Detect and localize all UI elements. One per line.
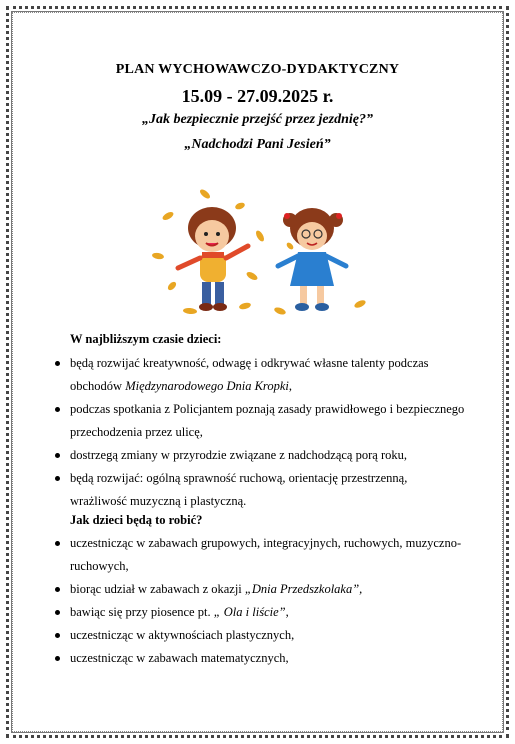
list-item: będą rozwijać kreatywność, odwagę i odkrywać własne talenty podczas obchodów Międzynarodowego Dnia Kropki, [55, 352, 465, 398]
list-item: dostrzegą zmiany w przyrodzie związane z nadchodzącą porą roku, [55, 444, 465, 467]
topic-road-safety: „Jak bezpiecznie przejść przez jezdnię?” [142, 112, 373, 127]
list-item: bawiąc się przy piosence pt. „ Ola i liście”, [55, 601, 465, 624]
list-item: uczestnicząc w aktywnościach plastycznych, [55, 624, 465, 647]
leaves-icon [152, 188, 367, 316]
autumn-children-illustration [150, 186, 380, 321]
section2-heading: Jak dzieci będą to robić? [70, 513, 203, 527]
list-item: będą rozwijać: ogólną sprawność ruchową, orientację przestrzenną, wrażliwość muzyczną i plastyczną. [55, 467, 465, 513]
list-item: podczas spotkania z Policjantem poznają zasady prawidłowego i bezpiecznego przechodzenia przez ulicę, [55, 398, 465, 444]
boy-figure [178, 207, 248, 311]
girl-figure [278, 208, 346, 311]
list-item: uczestnicząc w zabawach grupowych, integracyjnych, ruchowych, muzyczno- ruchowych, [55, 532, 465, 578]
list-item: uczestnicząc w zabawach matematycznych, [55, 647, 465, 670]
topic-autumn: „Nadchodzi Pani Jesień” [184, 137, 331, 152]
section1-list [55, 352, 465, 513]
section2-list [55, 532, 465, 670]
section1-heading: W najbliższym czasie dzieci: [70, 332, 222, 346]
document-dates: 15.09 - 27.09.2025 r. [181, 86, 334, 106]
list-item: biorąc udział w zabawach z okazji „Dnia Przedszkolaka”, [55, 578, 465, 601]
document-title: PLAN WYCHOWAWCZO-DYDAKTYCZNY [115, 62, 400, 77]
